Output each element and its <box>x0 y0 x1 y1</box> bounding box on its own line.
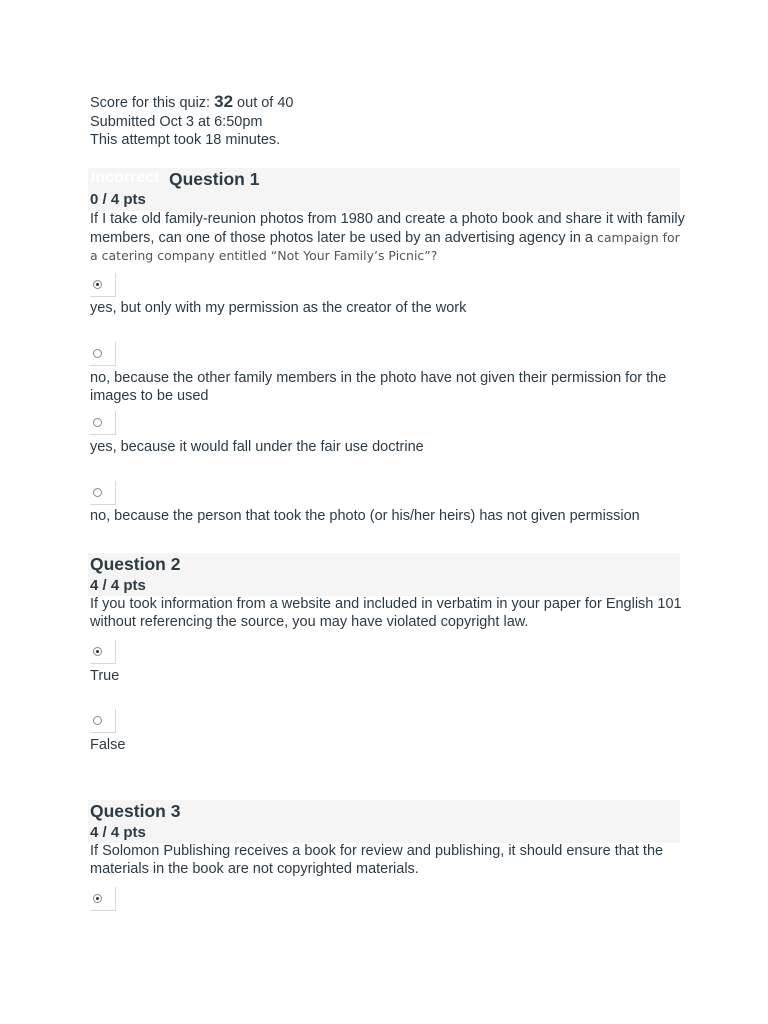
question-3-points: 4 / 4 pts <box>90 824 146 841</box>
question-2-option-1-radio[interactable] <box>90 640 116 664</box>
score-line <box>90 93 294 113</box>
radio-unselected-icon <box>93 418 102 427</box>
question-1-option-2-radio[interactable] <box>90 342 116 366</box>
score-value: 32 <box>214 92 234 111</box>
question-1-option-2-label: no, because the other family members in the photo have not given their permission for the images to be used <box>90 370 667 404</box>
score-total: out of 40 <box>233 95 294 111</box>
radio-unselected-icon <box>93 716 102 725</box>
question-2-points: 4 / 4 pts <box>90 577 146 594</box>
question-3-text: If Solomon Publishing receives a book for review and publishing, it should ensure that the materials in the book are not copyrighted materials. <box>90 843 664 877</box>
question-2-option-1-label: True <box>90 668 120 684</box>
question-1-text-main: If I take old family-reunion photos from 1980 and create a photo book and share it with family members, can one of those photos later be used by an advertising agency in a <box>90 211 685 246</box>
question-2-text: If you took information from a website and included in verbatim in your paper for English 101 without referencing the source, you may have violated copyright law. <box>90 596 682 630</box>
quiz-summary <box>90 93 294 150</box>
attempt-duration: This attempt took 18 minutes. <box>90 132 281 148</box>
radio-selected-icon <box>93 280 102 289</box>
question-2-option-2-radio[interactable] <box>90 709 116 733</box>
radio-selected-icon <box>93 894 102 903</box>
radio-unselected-icon <box>93 349 102 358</box>
question-1-option-1-label: yes, but only with my permission as the creator of the work <box>90 300 467 316</box>
submitted-time: Submitted Oct 3 at 6:50pm <box>90 113 263 130</box>
question-1-option-4-radio[interactable] <box>90 481 116 505</box>
question-1-option-4-label: no, because the person that took the photo (or his/her heirs) has not given permission <box>90 508 640 524</box>
radio-unselected-icon <box>93 488 102 497</box>
question-2-title: Question 2 <box>90 554 181 574</box>
score-label: Score for this quiz: <box>90 95 215 111</box>
question-1-text-tail: campaign for a catering company entitled “Not Your Family’s Picnic”? <box>90 229 680 263</box>
question-3-option-1-radio[interactable] <box>90 887 116 911</box>
question-1-option-1-radio[interactable] <box>90 273 116 297</box>
question-1-title: Question 1 <box>169 169 260 189</box>
question-1-points: 0 / 4 pts <box>90 191 146 208</box>
question-1-option-3-radio[interactable] <box>90 411 116 435</box>
incorrect-label: Incorrect <box>91 169 160 186</box>
question-2-option-2-label: False <box>90 737 126 753</box>
question-1-option-3-label: yes, because it would fall under the fair use doctrine <box>90 439 424 455</box>
radio-selected-icon <box>93 647 102 656</box>
question-1-text <box>90 211 690 266</box>
question-3-title: Question 3 <box>90 801 181 821</box>
